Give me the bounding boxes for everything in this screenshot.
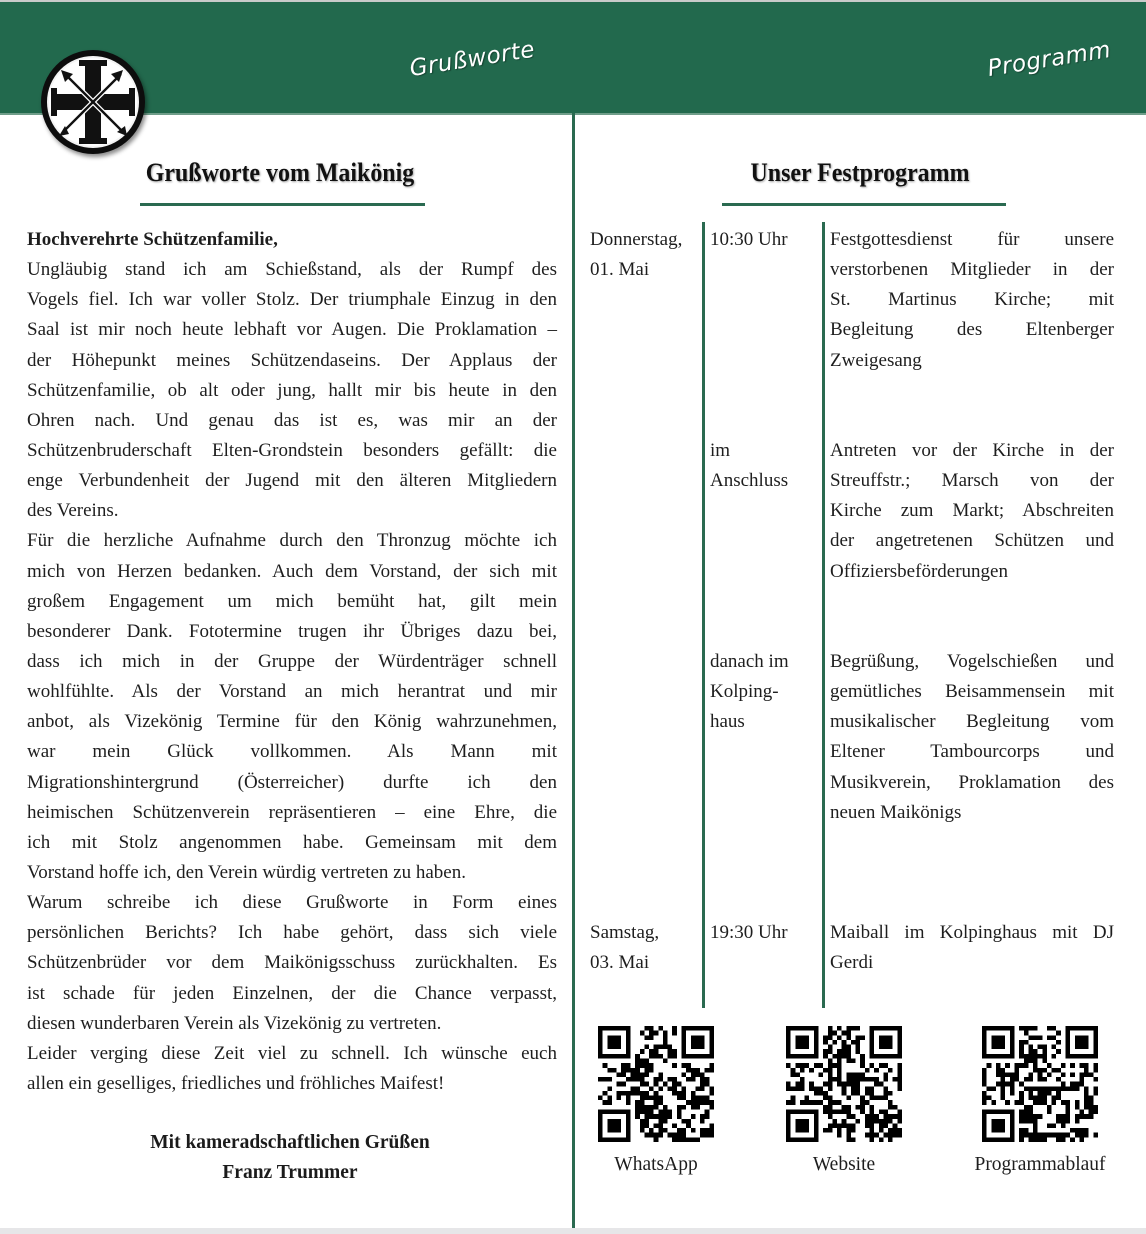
body-line: Saal ist mir noch heute lebhaft vor Augen. Die Proklamation – [27,319,557,341]
program-desc-line: der angetretenen Schützen und [830,530,1114,552]
body-line: dass ich mich in der Gruppe der Würdenträger schnell [27,650,557,672]
body-line: Ungläubig stand ich am Schießstand, als der Rumpf des [27,259,557,281]
program-desc-cell [830,225,1114,376]
program-desc-cell [830,436,1114,587]
program-desc-line: Streuffstr.; Marsch von der [830,470,1114,492]
body-line: Schützenbruderschaft Elten-Grondstein besonders gefällt: die [27,439,557,461]
header-band [0,2,1146,113]
body-line: Vorstand hoffe ich, den Verein würdig vertreten zu haben. [27,861,466,883]
program-title-underline [722,203,1006,206]
program-title: Unser Festprogramm [750,158,970,187]
qr-code-whatsapp[interactable] [576,1026,736,1176]
program-day-cell [590,918,698,978]
qr-code-label: Website [812,1154,876,1175]
program-time-cell [710,647,818,737]
body-line: enge Verbundenheit der Jugend mit den älteren Mitgliedern [27,470,557,492]
body-line: Ohren nach. Und genau das ist es, was mir an der [27,409,557,431]
body-line: wohlfühlte. Als der Vorstand an mich herantrat und mir [27,681,557,703]
greeting-body [27,225,557,1099]
program-desc-line: Maiball im Kolpinghaus mit DJ [830,922,1114,943]
body-line: Schützenbrüder vor dem Maikönigsschuss zurückhalten. Es [27,952,557,974]
program-desc-cell [830,918,1114,978]
program-desc-line: Offiziersbeförderungen [830,560,1008,582]
body-line: mich von Herzen bedanken. Auch dem Vorstand, der sich mit [27,560,557,582]
body-line: Vogels fiel. Ich war voller Stolz. Der triumphale Einzug in den [27,289,557,311]
program-desc-line: Zweigesang [830,349,922,371]
qr-code-label: WhatsApp [614,1154,698,1175]
body-line: heimischen Schützenverein repräsentieren – eine Ehre, die [27,801,557,823]
body-line: diesen wunderbaren Verein als Vizekönig zu vertreten. [27,1012,442,1034]
program-day-line: 01. Mai [590,259,650,281]
program-time-line: haus [710,711,745,733]
qr-code-icon[interactable] [598,1026,714,1142]
program-desc-line: Begrüßung, Vogelschießen und [830,651,1114,672]
body-line: Migrationshintergrund (Österreicher) durfte ich den [27,771,557,793]
closing-line: Mit kameradschaftlichen Grüßen [150,1132,430,1153]
body-line: Schützenfamilie, ob alt oder jung, hallt mir bis heute in den [27,379,557,401]
program-column-rule [702,222,705,1008]
program-day-line: 03. Mai [590,952,650,974]
body-line: anbot, als Vizekönig Termine für den König wahrzunehmen, [27,711,557,733]
program-time-cell [710,225,818,255]
body-line: ich mit Stolz angenommen habe. Gemeinsam mit dem [27,831,557,853]
column-divider [572,113,575,1228]
bottom-edge [0,1228,1146,1234]
program-desc-line: Gerdi [830,952,874,974]
body-line: persönlichen Berichts? Ich habe gehört, dass sich viele [27,922,557,944]
program-desc-line: Kirche zum Markt; Abschreiten [830,500,1114,522]
qr-code-website[interactable] [764,1026,924,1176]
body-line: besonderer Dank. Fototermine trugen ihr Übriges dazu bei, [27,620,557,642]
program-time-line: 10:30 Uhr [710,229,788,250]
header-label-grussworte: Grußworte [407,36,537,82]
body-line: Für die herzliche Aufnahme durch den Thronzug möchte ich [27,530,557,552]
signature [60,1128,520,1188]
body-line: ist schade für jeden Einzelnen, der die Chance verpasst, [27,982,557,1004]
body-line: allen ein geselliges, friedliches und fröhliches Maifest! [27,1072,445,1094]
program-time-line: Anschluss [710,470,789,492]
program-day-cell [590,225,698,285]
author-name: Franz Trummer [222,1162,358,1183]
program-day-line: Samstag, [590,922,660,943]
club-logo-icon [39,48,147,156]
program-day-line: Donnerstag, [590,229,683,250]
greeting-title-underline [140,203,425,206]
program-time-line: 19:30 Uhr [710,922,788,943]
greeting-title: Grußworte vom Maikönig [145,158,415,187]
program-time-cell [710,436,818,496]
body-line: war mein Glück vollkommen. Als Mann mit [27,741,557,763]
program-desc-line: St. Martinus Kirche; mit [830,289,1114,311]
body-line: der Höhepunkt meines Schützendaseins. Der Applaus der [27,349,557,371]
body-line: großem Engagement um mich bemüht hat, gilt mein [27,590,557,612]
program-desc-line: Eltener Tambourcorps und [830,741,1114,763]
qr-code-icon[interactable] [982,1026,1098,1142]
body-line: Warum schreibe ich diese Grußworte in Form eines [27,892,557,914]
program-desc-line: Antreten vor der Kirche in der [830,440,1114,461]
program-time-line: danach im [710,651,789,672]
program-desc-line: neuen Maikönigs [830,801,962,823]
program-desc-line: Begleitung des Eltenberger [830,319,1114,341]
qr-code-programmablauf[interactable] [960,1026,1120,1176]
program-time-line: im [710,440,731,461]
program-desc-line: verstorbenen Mitglieder in der [830,259,1114,281]
program-column-rule [822,222,825,1008]
program-time-cell [710,918,818,948]
body-line: des Vereins. [27,500,119,522]
program-desc-line: Festgottesdienst für unsere [830,229,1114,250]
program-desc-cell [830,647,1114,828]
body-line: Leider verging diese Zeit viel zu schnell. Ich wünsche euch [27,1042,557,1064]
program-time-line: Kolping- [710,681,779,703]
header-label-programm: Programm [985,36,1113,82]
qr-code-icon[interactable] [786,1026,902,1142]
greeting-paragraphs [27,255,557,1099]
salutation: Hochverehrte Schützenfamilie, [27,229,278,250]
program-desc-line: gemütliches Beisammensein mit [830,681,1114,703]
qr-code-label: Programmablauf [974,1154,1106,1175]
program-desc-line: Musikverein, Proklamation des [830,771,1114,793]
program-desc-line: musikalischer Begleitung vom [830,711,1114,733]
